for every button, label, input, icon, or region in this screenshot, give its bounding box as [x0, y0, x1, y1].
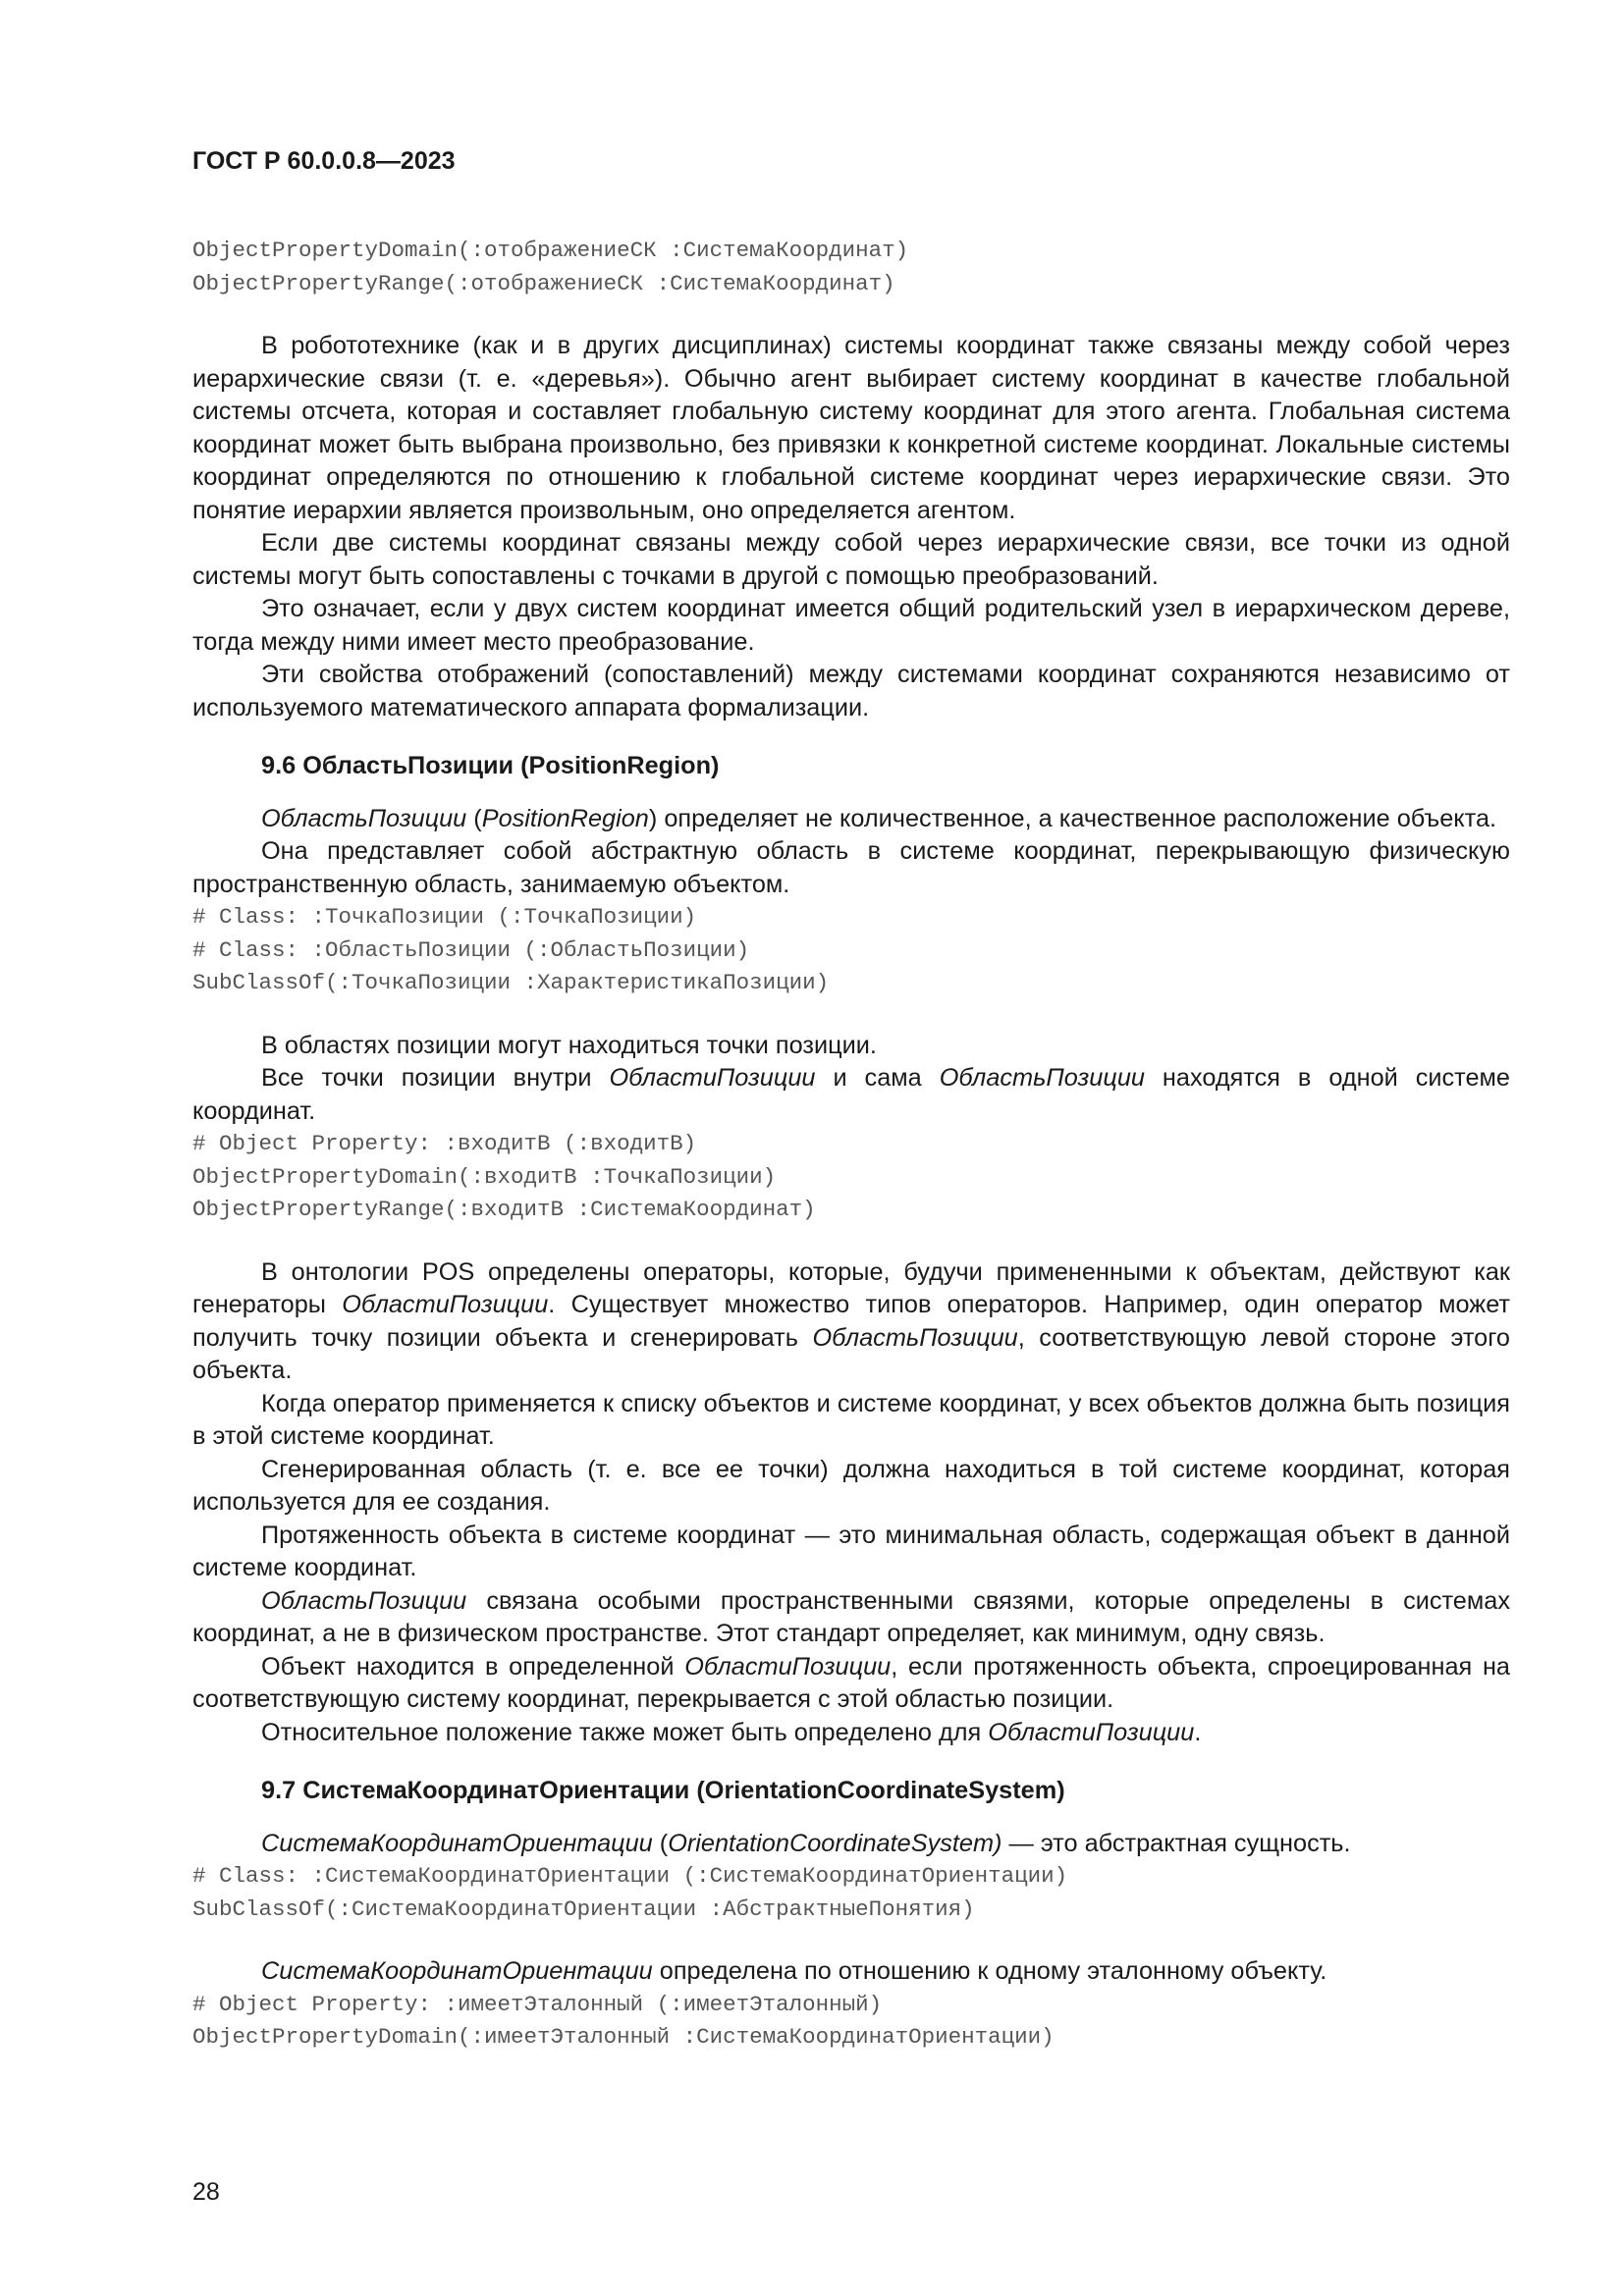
- paragraph: В онтологии POS определены операторы, которые, будучи примененными к объектам, действуют как генераторы ОбластиПозиции. Существует множество типов операторов. Например, один оператор может получить точку позиции объекта и сгенерировать ОбластьПозиции, соответствующую левой стороне этого объекта.: [192, 1257, 1511, 1384]
- page-number: 28: [192, 2178, 220, 2206]
- paragraph: В областях позиции могут находиться точки позиции.: [261, 1031, 877, 1059]
- paragraph: ОбластьПозиции связана особыми пространственными связями, которые определены в системах координат, а не в физическом пространстве. Этот стандарт определяет, как минимум, одну связь.: [192, 1586, 1510, 1647]
- code-line: # Object Property: :входитВ (:входитВ): [192, 1131, 697, 1156]
- term: СистемаКоординатОриентации: [261, 1829, 653, 1857]
- document-page: [192, 147, 1510, 2055]
- paragraph: СистемаКоординатОриентации (OrientationCoordinateSystem) — это абстрактная сущность.: [261, 1829, 1351, 1857]
- section-heading: 9.7 СистемаКоординатОриентации (OrientationCoordinateSystem): [261, 1777, 1065, 1804]
- term: СистемаКоординатОриентации: [261, 1957, 653, 1985]
- term: ОбластиПозиции: [342, 1291, 549, 1318]
- code-line: # Class: :ТочкаПозиции (:ТочкаПозиции): [192, 904, 697, 930]
- code-line: # Object Property: :имеетЭталонный (:имеетЭталонный): [192, 1991, 883, 2017]
- code-line: ObjectPropertyRange(:входитВ :СистемаКоординат): [192, 1197, 816, 1222]
- paragraph: Она представляет собой абстрактную область в системе координат, перекрывающую физическую пространственную область, занимаемую объектом.: [192, 837, 1510, 898]
- code-line: ObjectPropertyDomain(:отображениеСК :СистемаКоординат): [192, 238, 909, 263]
- paragraph: Когда оператор применяется к списку объектов и системе координат, у всех объектов должна быть позиция в этой системе координат.: [192, 1389, 1510, 1450]
- term: OrientationCoordinateSystem): [668, 1829, 1002, 1857]
- paragraph: Эти свойства отображений (сопоставлений) между системами координат сохраняются независимо от используемого математического аппарата формализации.: [192, 661, 1510, 721]
- code-line: ObjectPropertyDomain(:имеетЭталонный :СистемаКоординатОриентации): [192, 2024, 1055, 2050]
- term: ОбластиПозиции: [684, 1652, 892, 1681]
- paragraph: Если две системы координат связаны между собой через иерархические связи, все точки из одной системы могут быть сопоставлены с точками в другой с помощью преобразований.: [192, 529, 1510, 590]
- code-line: ObjectPropertyDomain(:входитВ :ТочкаПозиции): [192, 1163, 777, 1190]
- document-header: ГОСТ Р 60.0.0.8—2023: [192, 147, 456, 175]
- paragraph: Протяженность объекта в системе координат — это минимальная область, содержащая объект в данной системе координат.: [192, 1521, 1510, 1581]
- paragraph: Сгенерированная область (т. е. все ее точки) должна находиться в той системе координат, которая используется для ее создания.: [192, 1455, 1510, 1516]
- paragraph: Объект находится в определенной ОбластиПозиции, если протяженность объекта, спроецированная на соответствующую систему координат, перекрывается с этой областью позиции.: [192, 1652, 1510, 1713]
- code-line: # Class: :ОбластьПозиции (:ОбластьПозиции): [192, 936, 750, 963]
- term: ОбластьПозиции: [812, 1323, 1018, 1352]
- paragraph: Относительное положение также может быть определено для ОбластиПозиции.: [261, 1718, 1202, 1746]
- paragraph: СистемаКоординатОриентации определена по отношению к одному эталонному объекту.: [261, 1957, 1327, 1985]
- term: PositionRegion: [481, 804, 649, 832]
- term: ОбластьПозиции: [261, 1586, 467, 1615]
- paragraph: ОбластьПозиции (PositionRegion) определяет не количественное, а качественное расположение объекта.: [261, 804, 1497, 832]
- term: ОбластьПозиции: [939, 1064, 1145, 1092]
- term: ОбластиПозиции: [609, 1064, 816, 1092]
- code-line: SubClassOf(:ТочкаПозиции :ХарактеристикаПозиции): [192, 970, 830, 995]
- section-heading: 9.6 ОбластьПозиции (PositionRegion): [261, 752, 720, 779]
- term: ОбластиПозиции: [988, 1718, 1195, 1746]
- paragraph: Это означает, если у двух систем координат имеется общий родительский узел в иерархическом дереве, тогда между ними имеет место преобразование.: [192, 595, 1510, 656]
- code-line: ObjectPropertyRange(:отображениеСК :СистемаКоординат): [192, 270, 895, 296]
- term: ОбластьПозиции: [261, 804, 467, 832]
- paragraph: Все точки позиции внутри ОбластиПозиции и сама ОбластьПозиции находятся в одной системе координат.: [192, 1064, 1510, 1125]
- code-line: SubClassOf(:СистемаКоординатОриентации :АбстрактныеПонятия): [192, 1896, 975, 1922]
- paragraph: В робототехнике (как и в других дисциплинах) системы координат также связаны между собой через иерархические связи (т. е. «деревья»). Обычно агент выбирает систему координат в качестве глобальной системы отсчета, которая и составляет глобальную систему координат для этого агента. Глобальная система координат может быть выбрана произвольно, без привязки к конкретной системе координат. Локальные системы координат определяются по отношению к глобальной системе координат через иерархические связи. Это понятие иерархии является произвольным, оно определяется агентом.: [192, 332, 1510, 524]
- code-line: # Class: :СистемаКоординатОриентации (:СистемаКоординатОриентации): [192, 1863, 1068, 1889]
